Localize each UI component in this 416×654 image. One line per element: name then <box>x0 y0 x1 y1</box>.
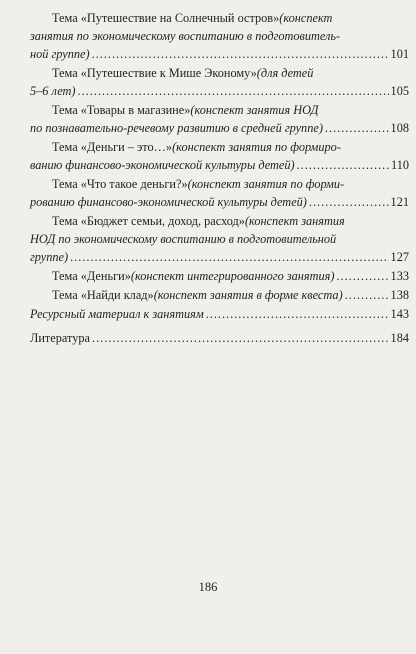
entry-description: (конспект интегрированного занятия) <box>130 269 335 283</box>
table-of-contents <box>30 9 409 348</box>
page-ref: 108 <box>390 121 409 135</box>
toc-line <box>30 175 409 193</box>
dot-leader <box>309 193 389 211</box>
toc-entry <box>30 64 409 100</box>
entry-description: занятия по экономическому воспитанию в подготовитель- <box>30 29 341 43</box>
toc-entry <box>30 212 409 266</box>
toc-entry <box>30 267 409 285</box>
entry-description: группе) <box>30 250 69 264</box>
toc-line <box>30 248 409 266</box>
toc-line <box>30 329 409 347</box>
toc-entry-literature <box>30 329 409 347</box>
entry-title: Ресурсный материал к занятиям <box>30 307 204 321</box>
entry-description: рованию финансово-экономической культуры детей) <box>30 195 307 209</box>
page-number: 186 <box>198 580 218 594</box>
toc-entry-resource <box>30 305 409 323</box>
entry-description: (конспект занятия по форми- <box>187 177 345 191</box>
toc-line <box>30 101 409 119</box>
entry-title: Литература <box>30 331 91 345</box>
page-ref: 110 <box>391 158 409 172</box>
toc-line <box>30 27 409 45</box>
entry-description: (конспект <box>279 11 333 25</box>
dot-leader <box>336 267 388 285</box>
page-ref: 105 <box>390 84 409 98</box>
entry-title: Тема «Путешествие к Мише Эконому» <box>52 66 257 80</box>
dot-leader <box>92 45 389 63</box>
dot-leader <box>206 305 389 323</box>
toc-entry <box>30 175 409 211</box>
page-ref: 127 <box>390 250 409 264</box>
entry-title: Тема «Деньги – это…» <box>52 140 173 154</box>
page-ref: 133 <box>390 269 409 283</box>
entry-description: (конспект занятия по формиро- <box>172 140 341 154</box>
dot-leader <box>70 248 388 266</box>
dot-leader <box>345 286 389 304</box>
entry-title: Тема «Что такое деньги?» <box>52 177 188 191</box>
entry-title: Тема «Деньги» <box>52 269 131 283</box>
toc-line <box>30 305 409 323</box>
toc-entry <box>30 9 409 63</box>
dot-leader <box>297 156 389 174</box>
page-ref: 138 <box>390 288 409 302</box>
entry-description: 5–6 лет) <box>30 84 76 98</box>
toc-entry <box>30 286 409 304</box>
entry-description: по познавательно-речевому развитию в средней группе) <box>30 121 323 135</box>
page-ref: 121 <box>390 195 409 209</box>
toc-line <box>30 119 409 137</box>
entry-description: (конспект занятия НОД <box>190 103 319 117</box>
entry-description: НОД по экономическому воспитанию в подготовительной <box>30 232 337 246</box>
entry-title: Тема «Товары в магазине» <box>52 103 191 117</box>
entry-description: ной группе) <box>30 47 90 61</box>
toc-line <box>30 193 409 211</box>
toc-entry <box>30 138 409 174</box>
entry-description: (конспект занятия в форме квеста) <box>153 288 343 302</box>
dot-leader <box>325 119 389 137</box>
page-ref: 143 <box>390 307 409 321</box>
toc-line <box>30 45 409 63</box>
toc-line <box>30 138 409 156</box>
toc-line <box>30 212 409 230</box>
toc-line <box>30 230 409 248</box>
toc-line <box>30 286 409 304</box>
toc-line <box>30 64 409 82</box>
dot-leader <box>92 329 389 347</box>
toc-line <box>30 267 409 285</box>
toc-line <box>30 82 409 100</box>
entry-title: Тема «Бюджет семьи, доход, расход» <box>52 214 245 228</box>
page-ref: 184 <box>390 331 409 345</box>
toc-line <box>30 156 409 174</box>
toc-line <box>30 9 409 27</box>
toc-entry <box>30 101 409 137</box>
entry-description: ванию финансово-экономической культуры детей) <box>30 158 295 172</box>
entry-title: Тема «Путешествие на Солнечный остров» <box>52 11 280 25</box>
page-ref: 101 <box>390 47 409 61</box>
entry-title: Тема «Найди клад» <box>52 288 154 302</box>
entry-description: (для детей <box>256 66 314 80</box>
dot-leader <box>77 82 388 100</box>
entry-description: (конспект занятия <box>244 214 345 228</box>
